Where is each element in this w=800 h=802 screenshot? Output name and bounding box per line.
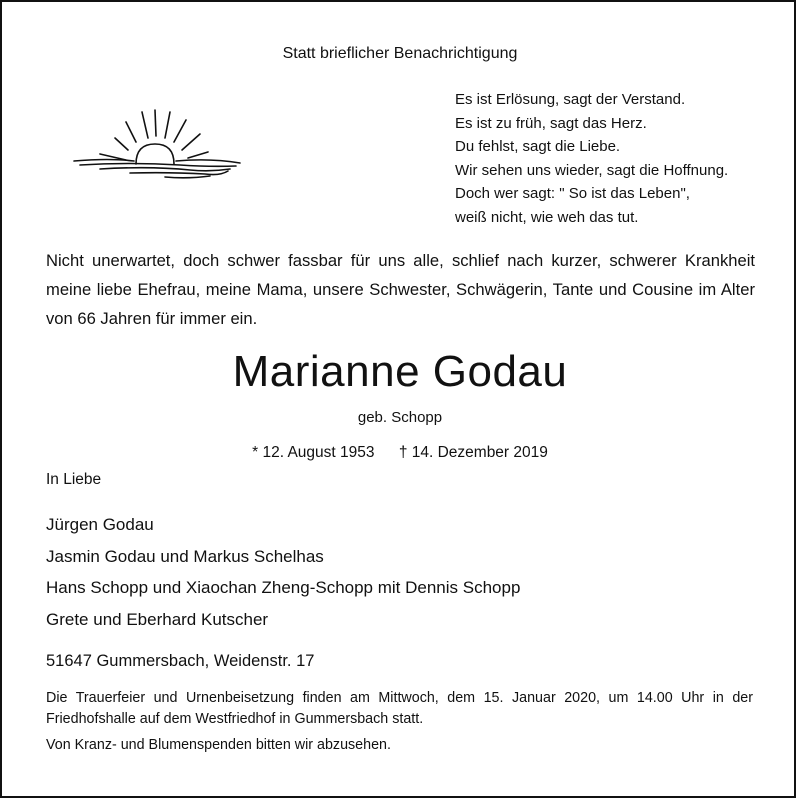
flowers-note: Von Kranz- und Blumenspenden bitten wir abzusehen. bbox=[46, 737, 391, 753]
poem-line: Es ist zu früh, sagt das Herz. bbox=[455, 114, 647, 132]
address: 51647 Gummersbach, Weidenstr. 17 bbox=[46, 652, 315, 670]
mourner-name: Grete und Eberhard Kutscher bbox=[46, 609, 269, 629]
ceremony-info: Die Trauerfeier und Urnenbeisetzung finden am Mittwoch, dem 15. Januar 2020, um 14.00 Uhr in der Friedhofshalle auf dem Westfriedhof in Gummersbach statt. bbox=[46, 690, 753, 727]
poem-line: Wir sehen uns wieder, sagt die Hoffnung. bbox=[455, 161, 729, 179]
notice-heading: Statt brieflicher Benachrichtigung bbox=[282, 45, 518, 62]
mourner-name: Jasmin Godau und Markus Schelhas bbox=[46, 546, 324, 566]
poem bbox=[455, 88, 728, 230]
maiden-name: geb. Schopp bbox=[357, 409, 443, 426]
poem-line: weiß nicht, wie weh das tut. bbox=[455, 208, 639, 226]
life-dates bbox=[0, 444, 800, 462]
mourners-list bbox=[46, 509, 520, 635]
closing-phrase: In Liebe bbox=[46, 471, 102, 488]
deceased-name: Marianne Godau bbox=[232, 347, 568, 396]
poem-line: Du fehlst, sagt die Liebe. bbox=[455, 138, 621, 156]
mourner-name: Jürgen Godau bbox=[46, 515, 154, 534]
mourner-name: Hans Schopp und Xiaochan Zheng-Schopp mit Dennis Schopp bbox=[46, 578, 521, 597]
announcement-text: Nicht unerwartet, doch schwer fassbar für uns alle, schlief nach kurzer, schwerer Krankheit meine liebe Ehefrau, meine Mama, unsere Schwester, Schwägerin, Tante und Cousine im Alter von 66 Jahren für immer ein. bbox=[46, 251, 755, 328]
poem-line: Es ist Erlösung, sagt der Verstand. bbox=[455, 91, 686, 108]
birth-date: * 12. August 1953 bbox=[252, 444, 375, 461]
poem-line: Doch wer sagt: " So ist das Leben", bbox=[455, 185, 690, 203]
setting-sun-icon bbox=[70, 108, 245, 188]
death-date: † 14. Dezember 2019 bbox=[398, 444, 548, 461]
